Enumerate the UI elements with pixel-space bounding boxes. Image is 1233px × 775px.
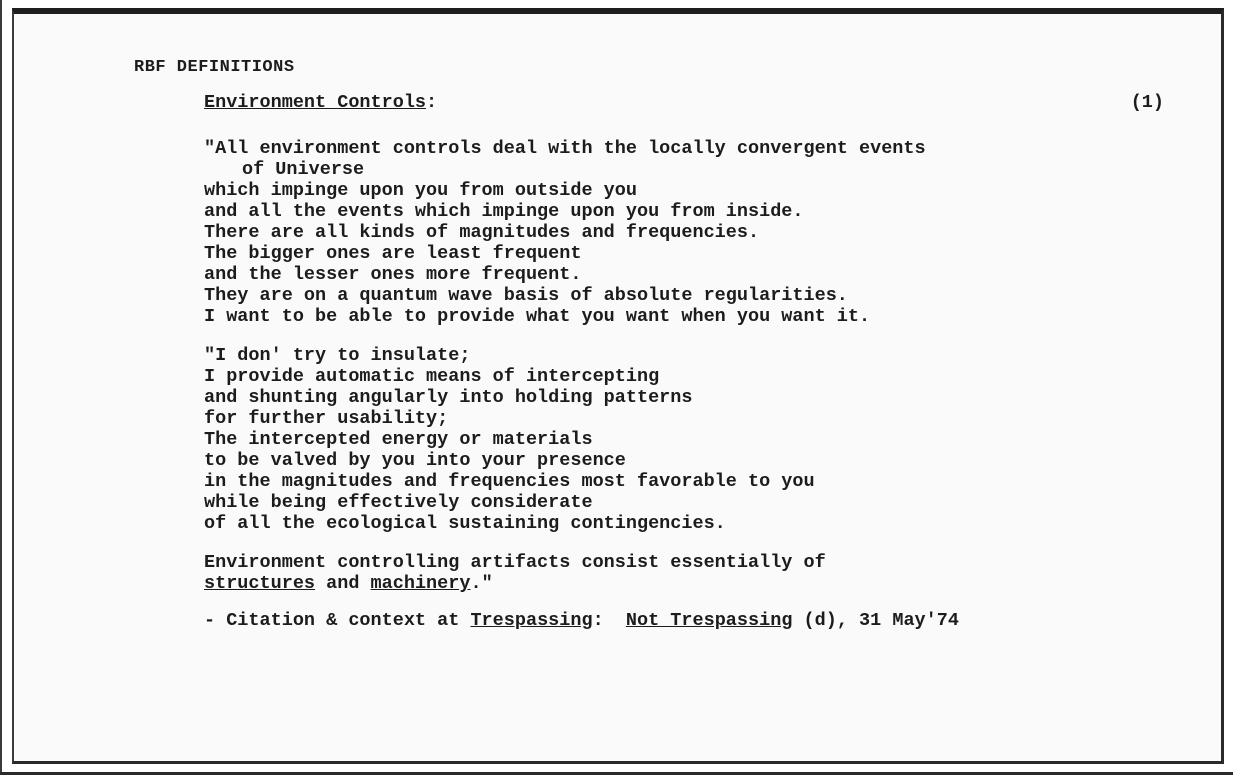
- text-line: in the magnitudes and frequencies most favorable to you: [204, 471, 815, 492]
- quote-paragraph-2: [204, 345, 1164, 534]
- definition-card: [12, 8, 1224, 764]
- underlined-term-structures: structures: [204, 573, 316, 594]
- text-line: The bigger ones are least frequent: [204, 243, 582, 264]
- section-title-row: [204, 92, 1164, 118]
- underlined-term-machinery: machinery: [370, 573, 471, 594]
- card-heading: RBF DEFINITIONS: [134, 58, 295, 77]
- text-line: "All environment controls deal with the locally convergent events: [204, 138, 926, 159]
- citation-link-trespassing[interactable]: Trespassing: [470, 610, 593, 631]
- page-number: (1): [1130, 92, 1164, 113]
- citation-prefix: - Citation & context at: [204, 610, 471, 631]
- text-line: and the lesser ones more frequent.: [204, 264, 582, 285]
- text-line: of all the ecological sustaining contingencies.: [204, 513, 726, 534]
- text-line: I provide automatic means of intercepting: [204, 366, 660, 387]
- card-content: [204, 92, 1164, 631]
- text-line: "I don' try to insulate;: [204, 345, 471, 366]
- citation-link-not-trespassing[interactable]: Not Trespassing: [625, 610, 793, 631]
- text-line: There are all kinds of magnitudes and frequencies.: [204, 222, 760, 243]
- citation-separator: :: [592, 610, 626, 631]
- text-line: of Universe: [242, 159, 365, 180]
- text-line: for further usability;: [204, 408, 449, 429]
- section-title-colon: :: [426, 92, 438, 113]
- citation-suffix: (d), 31 May'74: [792, 610, 959, 631]
- closing-quote: .": [470, 573, 493, 594]
- text-line: Environment controlling artifacts consist essentially of: [204, 552, 826, 573]
- quote-paragraph-1: [204, 138, 1164, 327]
- text-line: which impinge upon you from outside you: [204, 180, 637, 201]
- text-line: I want to be able to provide what you want when you want it.: [204, 306, 871, 327]
- text-line: They are on a quantum wave basis of absolute regularities.: [204, 285, 848, 306]
- connector-text: and: [315, 573, 371, 594]
- section-title: Environment Controls: [204, 92, 427, 113]
- quote-paragraph-3: [204, 552, 1164, 594]
- text-line: and shunting angularly into holding patterns: [204, 387, 693, 408]
- text-line: The intercepted energy or materials: [204, 429, 593, 450]
- citation-line: [204, 610, 1164, 631]
- text-line: and all the events which impinge upon you from inside.: [204, 201, 804, 222]
- text-line: [204, 573, 1164, 594]
- page-edge-left: [0, 0, 2, 775]
- text-line: while being effectively considerate: [204, 492, 593, 513]
- text-line: to be valved by you into your presence: [204, 450, 626, 471]
